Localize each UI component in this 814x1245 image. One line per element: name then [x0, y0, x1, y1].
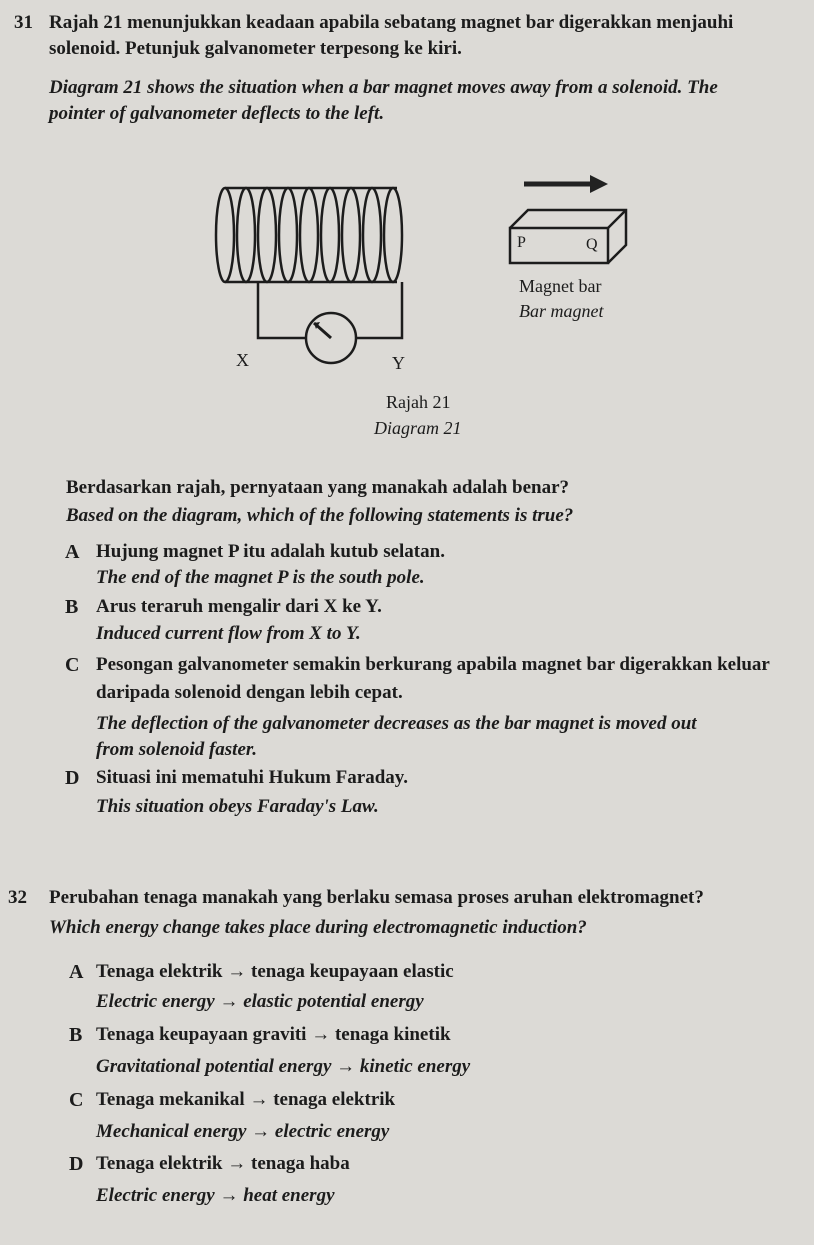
diagram-21	[0, 0, 814, 460]
magnet-end-p-label: P	[517, 234, 526, 251]
solenoid	[216, 188, 402, 282]
q32-option-b-ms[interactable]: Tenaga keupayaan graviti → tenaga kinetik	[96, 1024, 451, 1045]
q32-option-a-ms[interactable]: Tenaga elektrik → tenaga keupayaan elastic	[96, 961, 454, 982]
q31-option-a-en[interactable]: The end of the magnet P is the south pole.	[96, 567, 425, 588]
question-31-number: 31	[14, 12, 33, 33]
q31-option-c-en-line2[interactable]: from solenoid faster.	[96, 739, 257, 760]
q32-option-c-en[interactable]: Mechanical energy → electric energy	[96, 1121, 390, 1142]
q32-option-b-en[interactable]: Gravitational potential energy → kinetic energy	[96, 1056, 471, 1077]
q31-option-d-ms[interactable]: Situasi ini mematuhi Hukum Faraday.	[96, 767, 408, 788]
q31-option-d-en[interactable]: This situation obeys Faraday's Law.	[96, 796, 379, 817]
circuit-wire	[258, 282, 402, 338]
q31-option-b-letter[interactable]: B	[65, 596, 79, 618]
bar-magnet	[510, 210, 626, 263]
q31-question-en: Based on the diagram, which of the following statements is true?	[66, 505, 574, 526]
q31-option-c-en-line1[interactable]: The deflection of the galvanometer decreases as the bar magnet is moved out	[96, 713, 697, 734]
question-32-number: 32	[8, 887, 27, 908]
q32-option-d-en[interactable]: Electric energy → heat energy	[96, 1185, 335, 1206]
q32-option-b-letter[interactable]: B	[69, 1024, 83, 1046]
q31-option-c-ms-line1[interactable]: Pesongan galvanometer semakin berkurang apabila magnet bar digerakkan keluar	[96, 654, 770, 675]
diagram-caption-ms: Rajah 21	[386, 392, 451, 412]
q32-option-c-letter[interactable]: C	[69, 1089, 84, 1111]
q32-stem-en: Which energy change takes place during electromagnetic induction?	[49, 917, 587, 938]
q31-option-c-ms-line2[interactable]: daripada solenoid dengan lebih cepat.	[96, 682, 403, 703]
q31-stem-en-line2: pointer of galvanometer deflects to the left.	[49, 103, 385, 124]
q32-option-d-letter[interactable]: D	[69, 1153, 84, 1175]
q31-option-c-letter[interactable]: C	[65, 654, 80, 676]
q32-stem-ms: Perubahan tenaga manakah yang berlaku semasa proses aruhan elektromagnet?	[49, 887, 704, 908]
magnet-label-en: Bar magnet	[519, 301, 604, 321]
terminal-y-label: Y	[392, 353, 405, 373]
q31-stem-ms-line2: solenoid. Petunjuk galvanometer terpesong ke kiri.	[49, 38, 462, 59]
magnet-end-q-label: Q	[586, 236, 598, 253]
q32-option-a-en[interactable]: Electric energy → elastic potential energy	[96, 991, 424, 1012]
q32-option-a-letter[interactable]: A	[69, 961, 84, 983]
motion-arrow-icon	[524, 175, 608, 193]
q31-option-a-ms[interactable]: Hujung magnet P itu adalah kutub selatan.	[96, 541, 445, 562]
q31-option-a-letter[interactable]: A	[65, 541, 80, 563]
diagram-caption-en: Diagram 21	[374, 418, 462, 438]
q31-question-ms: Berdasarkan rajah, pernyataan yang manakah adalah benar?	[66, 477, 570, 498]
q32-option-c-ms[interactable]: Tenaga mekanikal → tenaga elektrik	[96, 1089, 396, 1110]
q32-option-d-ms[interactable]: Tenaga elektrik → tenaga haba	[96, 1153, 350, 1174]
q31-option-b-ms[interactable]: Arus teraruh mengalir dari X ke Y.	[96, 596, 382, 617]
galvanometer	[306, 313, 356, 363]
q31-option-d-letter[interactable]: D	[65, 767, 80, 789]
terminal-x-label: X	[236, 350, 249, 370]
q31-option-b-en[interactable]: Induced current flow from X to Y.	[96, 623, 361, 644]
q31-stem-en-line1: Diagram 21 shows the situation when a bar magnet moves away from a solenoid. The	[49, 77, 718, 98]
magnet-label-ms: Magnet bar	[519, 276, 602, 296]
q31-stem-ms-line1: Rajah 21 menunjukkan keadaan apabila sebatang magnet bar digerakkan menjauhi	[49, 12, 734, 33]
